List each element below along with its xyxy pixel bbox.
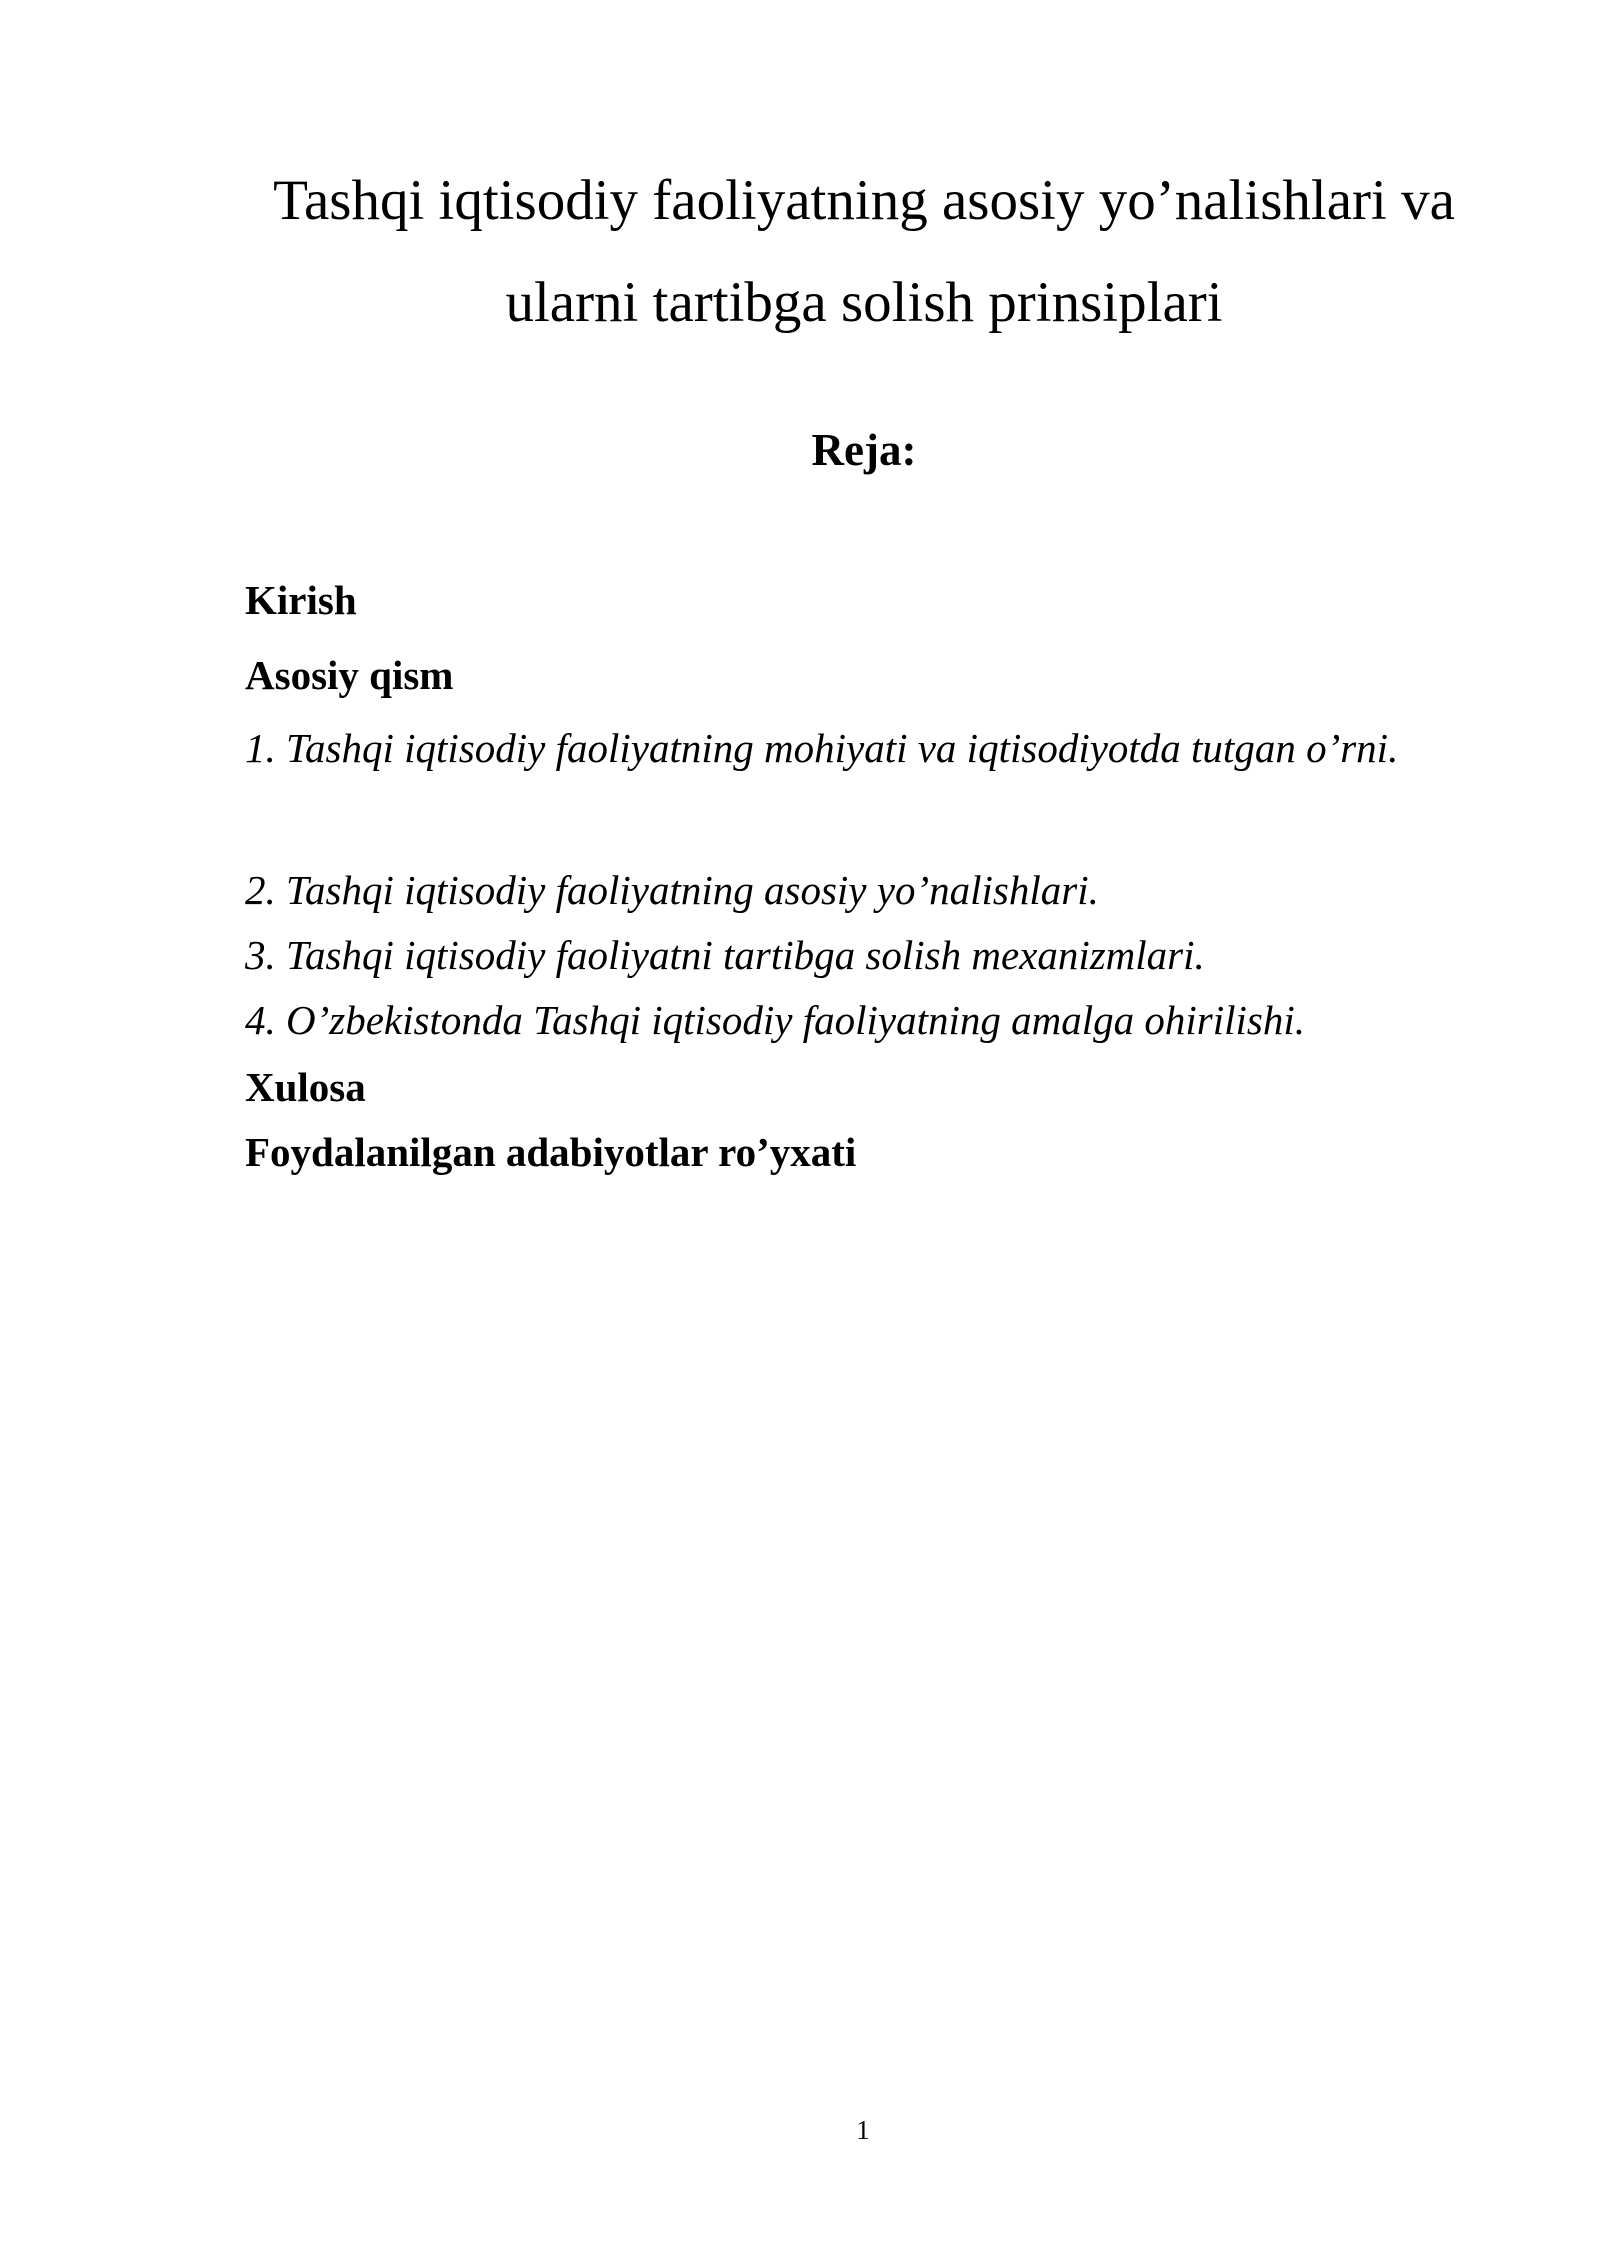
plan-item-3: 3. Tashqi iqtisodiy faoliyatni tartibga solish mexanizmlari. [245, 932, 1205, 978]
plan-item-main-part: Asosiy qism [245, 652, 454, 698]
plan-item-conclusion: Xulosa [245, 1064, 366, 1110]
plan-item-references: Foydalanilgan adabiyotlar ro’yxati [245, 1129, 857, 1175]
document-title: Tashqi iqtisodiy faoliyatning asosiy yo’nalishlari va ularni tartibga solish prinsiplari [273, 169, 1455, 334]
plan-item-2: 2. Tashqi iqtisodiy faoliyatning asosiy yo’nalishlari. [245, 867, 1099, 913]
plan-item-intro: Kirish [245, 577, 357, 623]
plan-heading: Reja: [811, 425, 917, 475]
plan-item-1: 1. Tashqi iqtisodiy faoliyatning mohiyati va iqtisodiyotda tutgan o’rni. [245, 725, 1399, 771]
plan-item-4: 4. O’zbekistonda Tashqi iqtisodiy faoliyatning amalga ohirilishi. [245, 997, 1305, 1043]
page-number: 1 [856, 2115, 870, 2145]
